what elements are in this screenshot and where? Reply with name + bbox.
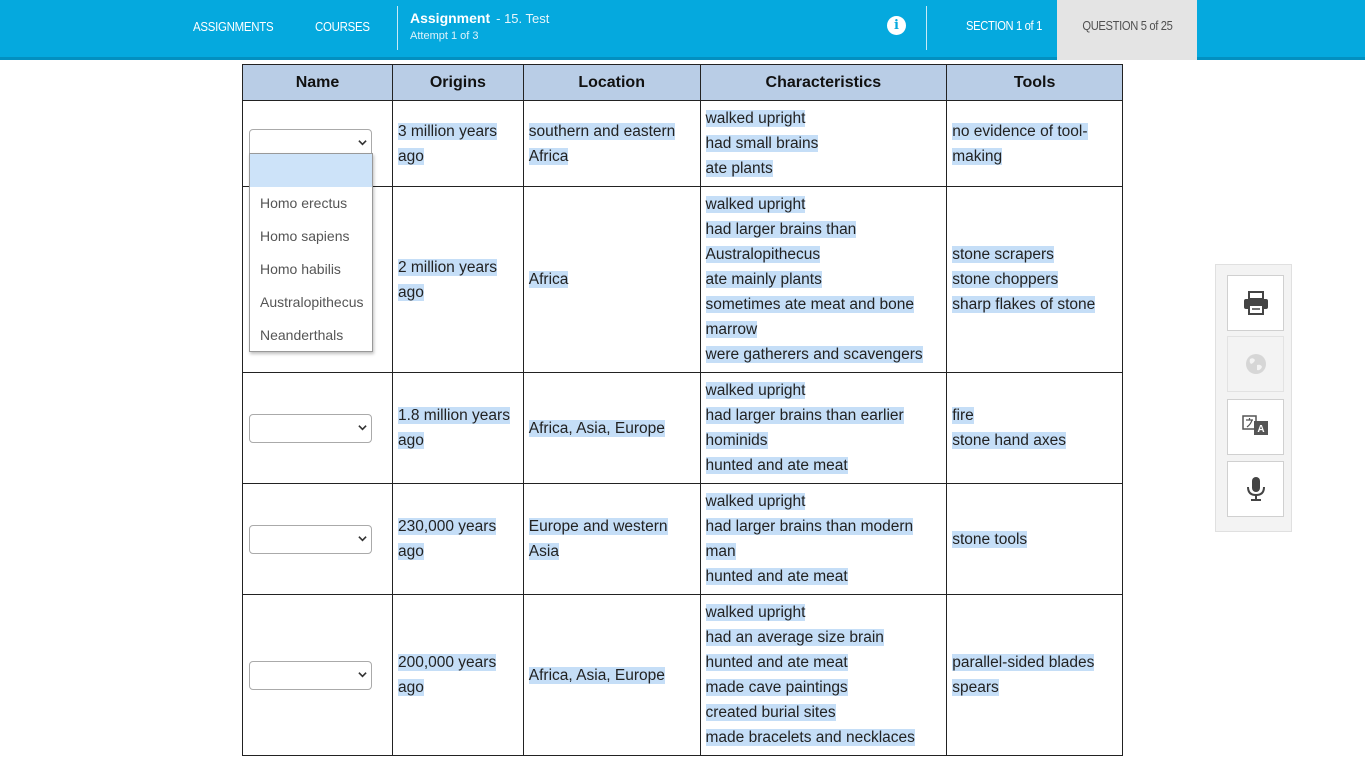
location-text: Africa [528, 147, 569, 165]
question-indicator[interactable] [1057, 0, 1197, 60]
name-cell [243, 595, 393, 756]
characteristics-cell [700, 484, 947, 595]
characteristics-text: hunted and ate meat [705, 457, 848, 474]
name-dropdown-list[interactable] [249, 153, 373, 352]
table-row [243, 101, 1123, 187]
characteristics-text: had larger brains than earlier [705, 407, 904, 424]
chevron-down-icon [358, 534, 367, 543]
characteristics-text: walked upright [705, 110, 806, 127]
table-row [243, 187, 1123, 373]
characteristics-text: made bracelets and necklaces [705, 729, 915, 746]
characteristics-text: sometimes ate meat and bone [705, 296, 915, 313]
table-row [243, 484, 1123, 595]
tools-text: fire [952, 407, 974, 424]
origins-text: 230,000 years [397, 518, 497, 535]
origins-cell [392, 187, 523, 373]
hominid-table [242, 64, 1123, 756]
characteristics-cell [700, 187, 947, 373]
origins-text: 1.8 million years [397, 407, 510, 424]
tools-cell [947, 187, 1123, 373]
characteristics-cell [700, 595, 947, 756]
location-cell [523, 187, 700, 373]
question-indicator-label: QUESTION 5 of 25 [1081, 18, 1173, 33]
characteristics-text: ate plants [705, 160, 773, 177]
attempt-counter: Attempt 1 of 3 [410, 30, 479, 42]
name-select[interactable] [249, 661, 372, 690]
tools-text: stone tools [952, 530, 1028, 548]
section-indicator[interactable]: SECTION 1 of 1 [966, 18, 1042, 33]
dropdown-option[interactable]: Homo sapiens [260, 228, 350, 244]
header-tools: Tools [947, 65, 1123, 101]
characteristics-text: walked upright [705, 493, 806, 510]
assignment-label: Assignment [410, 10, 491, 26]
chevron-down-icon [358, 138, 367, 147]
characteristics-cell [700, 373, 947, 484]
location-text: southern and eastern [528, 122, 676, 140]
tools-text: spears [952, 679, 999, 696]
location-cell [523, 373, 700, 484]
tools-cell [947, 484, 1123, 595]
characteristics-text: ate mainly plants [705, 271, 822, 288]
nav-courses-link[interactable]: COURSES [315, 19, 370, 34]
origins-text: ago [397, 432, 424, 449]
globe-icon [1245, 353, 1267, 375]
table-row [243, 595, 1123, 756]
origins-text: ago [397, 679, 424, 696]
origins-cell [392, 484, 523, 595]
name-cell [243, 484, 393, 595]
origins-cell [392, 373, 523, 484]
origins-text: 3 million years [397, 122, 498, 140]
top-navigation-bar [0, 0, 1365, 60]
origins-text: ago [397, 283, 424, 301]
origins-text: 200,000 years [397, 654, 497, 671]
characteristics-text: walked upright [705, 196, 806, 213]
microphone-icon [1246, 476, 1266, 502]
characteristics-text: were gatherers and scavengers [705, 346, 923, 363]
origins-text: ago [397, 543, 424, 560]
dropdown-option[interactable]: Homo habilis [260, 261, 341, 277]
location-text: Africa, Asia, Europe [528, 419, 665, 437]
characteristics-text: Australopithecus [705, 246, 821, 263]
info-icon[interactable]: i [887, 16, 906, 35]
origins-text: 2 million years [397, 258, 498, 276]
print-button[interactable] [1227, 275, 1284, 331]
assignment-name: - 15. Test [496, 11, 550, 26]
name-cell [243, 373, 393, 484]
characteristics-text: created burial sites [705, 704, 836, 721]
header-characteristics: Characteristics [700, 65, 947, 101]
print-icon [1243, 291, 1269, 315]
characteristics-cell [700, 101, 947, 187]
characteristics-text: hunted and ate meat [705, 654, 848, 671]
header-origins: Origins [392, 65, 523, 101]
tools-text: stone choppers [952, 271, 1059, 288]
divider [926, 6, 927, 50]
tools-text: making [952, 147, 1003, 165]
characteristics-text: walked upright [705, 382, 806, 399]
characteristics-text: made cave paintings [705, 679, 848, 696]
origins-text: ago [397, 147, 424, 165]
characteristics-text: man [705, 543, 736, 560]
location-text: Europe and western [528, 518, 668, 535]
tools-text: stone scrapers [952, 246, 1054, 263]
tools-cell [947, 101, 1123, 187]
header-name: Name [243, 65, 393, 101]
translate-button[interactable] [1227, 399, 1284, 455]
tools-text: stone hand axes [952, 432, 1066, 449]
name-select[interactable] [249, 414, 372, 443]
name-select[interactable] [249, 525, 372, 554]
location-cell [523, 484, 700, 595]
tools-cell [947, 595, 1123, 756]
dropdown-option[interactable]: Australopithecus [260, 294, 364, 310]
assignment-title [410, 10, 549, 26]
characteristics-text: had an average size brain [705, 629, 884, 646]
characteristics-text: hunted and ate meat [705, 568, 848, 585]
location-cell [523, 595, 700, 756]
globe-button [1227, 336, 1284, 392]
tools-text: sharp flakes of stone [952, 296, 1096, 313]
nav-assignments-link[interactable]: ASSIGNMENTS [193, 19, 274, 34]
tools-text: no evidence of tool- [952, 122, 1088, 140]
translate-icon [1242, 414, 1270, 440]
tool-panel [1215, 264, 1292, 532]
table-row [243, 373, 1123, 484]
tools-cell [947, 373, 1123, 484]
origins-cell [392, 595, 523, 756]
characteristics-text: marrow [705, 321, 758, 338]
origins-cell [392, 101, 523, 187]
tools-text: parallel-sided blades [952, 654, 1095, 671]
microphone-button[interactable] [1227, 461, 1284, 517]
dropdown-option[interactable]: Homo erectus [260, 195, 348, 211]
location-text: Asia [528, 543, 559, 560]
header-location: Location [523, 65, 700, 101]
characteristics-text: walked upright [705, 604, 806, 621]
characteristics-text: had small brains [705, 135, 819, 152]
dropdown-option[interactable]: Neanderthals [260, 327, 344, 343]
svg-text:A: A [1256, 424, 1265, 435]
table-header-row [243, 65, 1123, 101]
dropdown-option[interactable] [250, 154, 372, 187]
chevron-down-icon [358, 670, 367, 679]
location-text: Africa, Asia, Europe [528, 666, 665, 684]
characteristics-text: hominids [705, 432, 768, 449]
location-cell [523, 101, 700, 187]
chevron-down-icon [358, 423, 367, 432]
characteristics-text: had larger brains than modern [705, 518, 914, 535]
divider [397, 6, 398, 50]
characteristics-text: had larger brains than [705, 221, 857, 238]
location-text: Africa [528, 271, 569, 288]
